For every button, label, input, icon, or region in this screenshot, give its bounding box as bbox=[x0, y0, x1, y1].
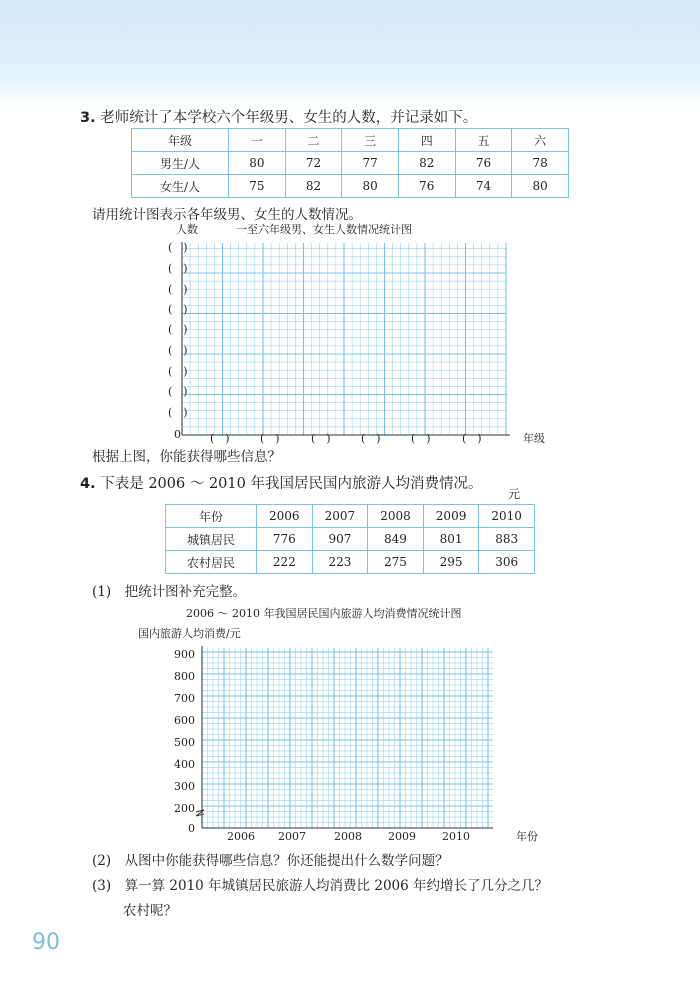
table-cell: 76 bbox=[398, 175, 455, 198]
q3-table bbox=[131, 128, 569, 198]
q4-sub3-continued: 农村呢？ bbox=[123, 903, 177, 919]
table-cell: 306 bbox=[479, 551, 535, 574]
axis-break-icon bbox=[196, 810, 204, 816]
q3-x-blank[interactable]: ( ) bbox=[260, 432, 280, 445]
table-cell: 76 bbox=[455, 152, 512, 175]
q4-number: 4. bbox=[80, 476, 96, 492]
table-cell: 77 bbox=[342, 152, 399, 175]
table-row bbox=[132, 152, 569, 175]
table-cell: 2010 bbox=[479, 505, 535, 528]
table-cell: 80 bbox=[229, 152, 286, 175]
table-cell: 年份 bbox=[166, 505, 257, 528]
q4-y-tick: 0 bbox=[188, 822, 195, 835]
q3-origin: 0 bbox=[174, 428, 181, 441]
table-cell: 80 bbox=[342, 175, 399, 198]
table-cell: 78 bbox=[512, 152, 569, 175]
table-row bbox=[132, 175, 569, 198]
q3-x-axis-label: 年级 bbox=[523, 432, 545, 445]
table-cell: 2007 bbox=[312, 505, 368, 528]
table-cell: 年级 bbox=[132, 129, 229, 152]
table-row bbox=[132, 129, 569, 152]
q3-y-blank[interactable]: ( ) bbox=[168, 283, 188, 296]
table-cell: 2009 bbox=[423, 505, 479, 528]
table-cell: 801 bbox=[423, 528, 479, 551]
header-band bbox=[0, 0, 700, 108]
q4-table bbox=[165, 504, 535, 574]
table-cell: 776 bbox=[257, 528, 313, 551]
table-cell: 城镇居民 bbox=[166, 528, 257, 551]
q3-heading bbox=[80, 106, 477, 127]
table-cell: 男生/人 bbox=[132, 152, 229, 175]
q4-y-tick: 900 bbox=[174, 648, 195, 661]
table-row bbox=[166, 505, 535, 528]
table-cell: 222 bbox=[257, 551, 313, 574]
q3-y-axis-label: 人数 bbox=[176, 223, 198, 236]
q4-sub1: (1) 把统计图补充完整。 bbox=[92, 584, 247, 600]
table-cell: 80 bbox=[512, 175, 569, 198]
q3-x-blank[interactable]: ( ) bbox=[462, 432, 482, 445]
q4-x-tick: 2009 bbox=[388, 830, 416, 843]
table-cell: 74 bbox=[455, 175, 512, 198]
table-cell: 223 bbox=[312, 551, 368, 574]
table-cell: 907 bbox=[312, 528, 368, 551]
q4-x-axis-label: 年份 bbox=[516, 830, 538, 843]
q4-unit: 元 bbox=[508, 487, 521, 501]
q3-number: 3. bbox=[80, 110, 96, 126]
q4-sub2: (2) 从图中你能获得哪些信息？你还能提出什么数学问题？ bbox=[92, 853, 449, 869]
q4-y-tick: 700 bbox=[174, 692, 195, 705]
q3-y-blank[interactable]: ( ) bbox=[168, 323, 188, 336]
table-cell: 72 bbox=[285, 152, 342, 175]
q3-y-blank[interactable]: ( ) bbox=[168, 241, 188, 254]
table-row bbox=[166, 528, 535, 551]
q4-chart[interactable] bbox=[168, 640, 558, 845]
table-cell: 三 bbox=[342, 129, 399, 152]
q4-chart-title: 2006 ～ 2010 年我国居民国内旅游人均消费情况统计图 bbox=[186, 607, 462, 620]
table-cell: 2008 bbox=[368, 505, 424, 528]
q4-y-tick: 800 bbox=[174, 670, 195, 683]
q4-title: 下表是 2006 ～ 2010 年我国居民国内旅游人均消费情况。 bbox=[100, 476, 483, 492]
q3-x-blank[interactable]: ( ) bbox=[411, 432, 431, 445]
q3-followup: 根据上图，你能获得哪些信息？ bbox=[92, 449, 281, 465]
page-number: 90 bbox=[32, 930, 60, 955]
q3-y-blank[interactable]: ( ) bbox=[168, 385, 188, 398]
q4-x-tick: 2008 bbox=[334, 830, 362, 843]
q3-instruction: 请用统计图表示各年级男、女生的人数情况。 bbox=[92, 207, 362, 223]
table-cell: 五 bbox=[455, 129, 512, 152]
table-cell: 一 bbox=[229, 129, 286, 152]
q3-y-blank[interactable]: ( ) bbox=[168, 303, 188, 316]
table-cell: 275 bbox=[368, 551, 424, 574]
q3-x-blank[interactable]: ( ) bbox=[361, 432, 381, 445]
table-cell: 82 bbox=[285, 175, 342, 198]
table-cell: 75 bbox=[229, 175, 286, 198]
q4-heading bbox=[80, 472, 482, 493]
q4-x-tick: 2006 bbox=[227, 830, 255, 843]
q4-x-tick: 2010 bbox=[442, 830, 470, 843]
q3-y-blank[interactable]: ( ) bbox=[168, 344, 188, 357]
q3-x-blank[interactable]: ( ) bbox=[210, 432, 230, 445]
table-cell: 883 bbox=[479, 528, 535, 551]
q3-y-blank[interactable]: ( ) bbox=[168, 406, 188, 419]
table-cell: 295 bbox=[423, 551, 479, 574]
q3-title: 老师统计了本学校六个年级男、女生的人数，并记录如下。 bbox=[100, 110, 478, 126]
q3-x-blank[interactable]: ( ) bbox=[311, 432, 331, 445]
table-cell: 849 bbox=[368, 528, 424, 551]
q3-chart[interactable] bbox=[148, 234, 568, 449]
table-cell: 二 bbox=[285, 129, 342, 152]
table-cell: 女生/人 bbox=[132, 175, 229, 198]
q3-chart-title: 一至六年级男、女生人数情况统计图 bbox=[236, 223, 412, 236]
q4-y-tick: 500 bbox=[174, 736, 195, 749]
q4-y-tick: 300 bbox=[174, 780, 195, 793]
q4-x-tick: 2007 bbox=[278, 830, 306, 843]
table-cell: 四 bbox=[398, 129, 455, 152]
q4-sub3: (3) 算一算 2010 年城镇居民旅游人均消费比 2006 年约增长了几分之几？ bbox=[92, 878, 548, 894]
table-cell: 农村居民 bbox=[166, 551, 257, 574]
q4-y-tick: 600 bbox=[174, 714, 195, 727]
q4-y-axis-label: 国内旅游人均消费/元 bbox=[138, 627, 241, 640]
q4-y-tick: 200 bbox=[174, 802, 195, 815]
q3-y-blank[interactable]: ( ) bbox=[168, 365, 188, 378]
table-cell: 82 bbox=[398, 152, 455, 175]
table-cell: 六 bbox=[512, 129, 569, 152]
table-cell: 2006 bbox=[257, 505, 313, 528]
q4-y-tick: 400 bbox=[174, 758, 195, 771]
table-row bbox=[166, 551, 535, 574]
q3-y-blank[interactable]: ( ) bbox=[168, 262, 188, 275]
